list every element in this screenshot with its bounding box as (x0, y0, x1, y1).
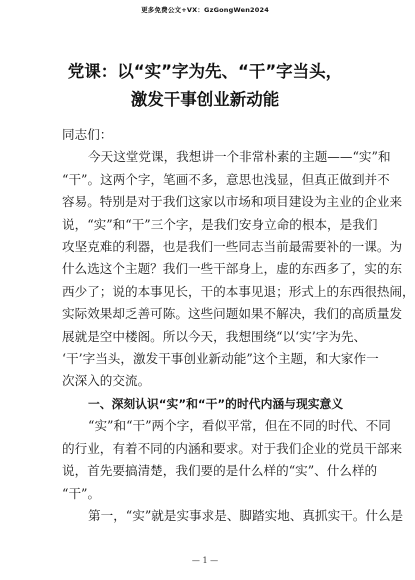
paragraph-line: 第一，“实”就是实事求是、脚踏实地、真抓实干。什么是 (88, 507, 404, 523)
page-number: — 1 — (191, 556, 219, 565)
paragraph-line: “实”和“干”两个字，看似平常，但在不同的时代、不同 (88, 418, 391, 434)
paragraph-line: 的行业，有着不同的内涵和要求。对于我们企业的党员干部来 (62, 440, 403, 456)
paragraph-line: ‘干’字当头，激发干事创业新动能”这个主题，和大家作一 (62, 351, 379, 367)
paragraph-line: “干”。这两个字，笔画不多，意思也浅显，但真正做到并不 (62, 171, 390, 187)
greeting: 同志们： (62, 127, 113, 142)
paragraph-2 (62, 415, 403, 505)
document-body (62, 124, 415, 527)
title-line-2: 激发干事创业新动能 (130, 90, 280, 109)
paragraph-line: 今天这堂党课，我想讲一个非常朴素的主题——“实”和 (88, 149, 391, 165)
paragraph-line: 实际效果却乏善可陈。这些问题如果不解决，我们的高质量发 (62, 306, 403, 322)
paragraph-3 (62, 505, 404, 527)
paragraph-line: 容易。特别是对于我们这家以市场和项目建设为主业的企业来 (62, 194, 403, 210)
paragraph-line: 说，“实”和“干”三个字，是我们安身立命的根本，是我们 (62, 216, 378, 232)
paragraph-line: 展就是空中楼阁。所以今天，我想围绕“以‘实’字为先、 (62, 328, 367, 344)
header-note: 更多免费公文+VX：GzGongWen2024 (141, 6, 269, 14)
section-heading: 一、深刻认识“实”和“干”的时代内涵与现实意义 (88, 396, 344, 411)
paragraph-line: 西少了；说的本事见长，干的本事见退；形式上的东西很热闹， (62, 283, 415, 299)
paragraph-1 (62, 146, 415, 392)
document-title (0, 58, 410, 114)
paragraph-line: 什么选这个主题？我们一些干部身上，虚的东西多了，实的东 (62, 261, 403, 277)
paragraph-line: 次深入的交流。 (62, 373, 151, 389)
paragraph-line: 攻坚克难的利器，也是我们一些同志当前最需要补的一课。为 (62, 239, 403, 255)
title-line-1: 党课：以“实”字为先、“干”字当头， (67, 62, 343, 81)
paragraph-line: 说，首先要搞清楚，我们要的是什么样的“实”、什么样的 (62, 463, 378, 479)
paragraph-line: “干”。 (62, 485, 101, 501)
